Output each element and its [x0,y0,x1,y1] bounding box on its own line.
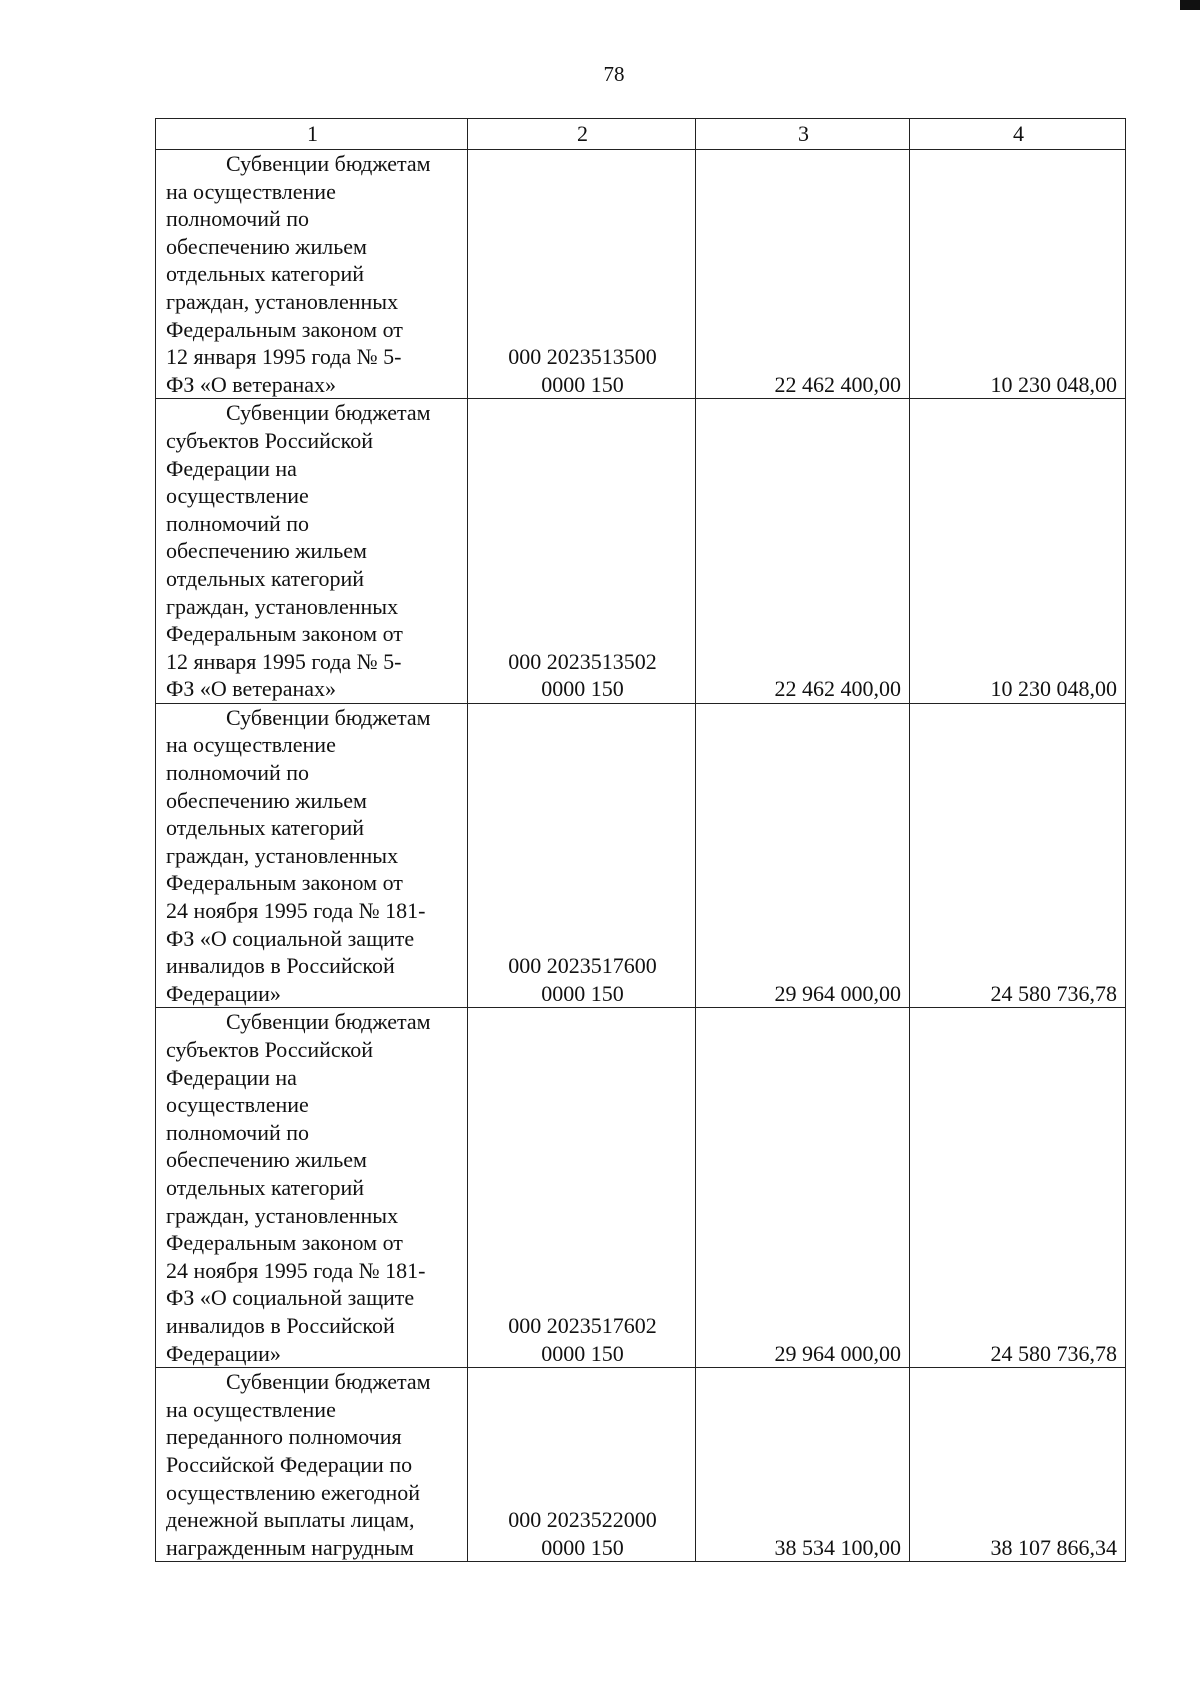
budget-table [155,118,1126,1562]
scan-corner-mark [1180,0,1200,10]
row-col3-amount: 22 462 400,00 [696,399,910,704]
row-code: 000 2023522000 0000 150 [468,1368,696,1562]
table-header [156,119,1126,150]
table-row [156,1368,1126,1562]
header-col-2: 2 [468,119,696,150]
row-col3-amount: 29 964 000,00 [696,1008,910,1368]
row-col3-amount: 22 462 400,00 [696,150,910,399]
row-col4-amount: 38 107 866,34 [910,1368,1126,1562]
row-name: Субвенции бюджетам субъектов Российской Федерации на осуществление полномочий по обеспечению жильем отдельных категорий граждан, установленных Федеральным законом от 24 ноября 1995 года № 181- ФЗ «О социальной защите инвалидов в Российской Федерации» [156,1008,468,1368]
row-name: Субвенции бюджетам субъектов Российской Федерации на осуществление полномочий по обеспечению жильем отдельных категорий граждан, установленных Федеральным законом от 12 января 1995 года № 5- ФЗ «О ветеранах» [156,399,468,704]
row-name: Субвенции бюджетам на осуществление полномочий по обеспечению жильем отдельных категорий граждан, установленных Федеральным законом от 12 января 1995 года № 5- ФЗ «О ветеранах» [156,150,468,399]
page-number: 78 [603,62,625,86]
table-row [156,399,1126,704]
row-col4-amount: 10 230 048,00 [910,399,1126,704]
header-col-1: 1 [156,119,468,150]
row-col4-amount: 10 230 048,00 [910,150,1126,399]
row-col3-amount: 29 964 000,00 [696,703,910,1008]
row-code: 000 2023517600 0000 150 [468,703,696,1008]
row-col4-amount: 24 580 736,78 [910,1008,1126,1368]
table-row [156,1008,1126,1368]
row-col3-amount: 38 534 100,00 [696,1368,910,1562]
header-col-4: 4 [910,119,1126,150]
header-col-3: 3 [696,119,910,150]
table-row [156,150,1126,399]
row-code: 000 2023513502 0000 150 [468,399,696,704]
row-name: Субвенции бюджетам на осуществление переданного полномочия Российской Федерации по осуществлению ежегодной денежной выплаты лицам, награжденным нагрудным [156,1368,468,1562]
row-col4-amount: 24 580 736,78 [910,703,1126,1008]
table-body [156,150,1126,1562]
row-code: 000 2023513500 0000 150 [468,150,696,399]
row-code: 000 2023517602 0000 150 [468,1008,696,1368]
row-name: Субвенции бюджетам на осуществление полномочий по обеспечению жильем отдельных категорий граждан, установленных Федеральным законом от 24 ноября 1995 года № 181- ФЗ «О социальной защите инвалидов в Российской Федерации» [156,703,468,1008]
table-row [156,703,1126,1008]
header-row [156,119,1126,150]
